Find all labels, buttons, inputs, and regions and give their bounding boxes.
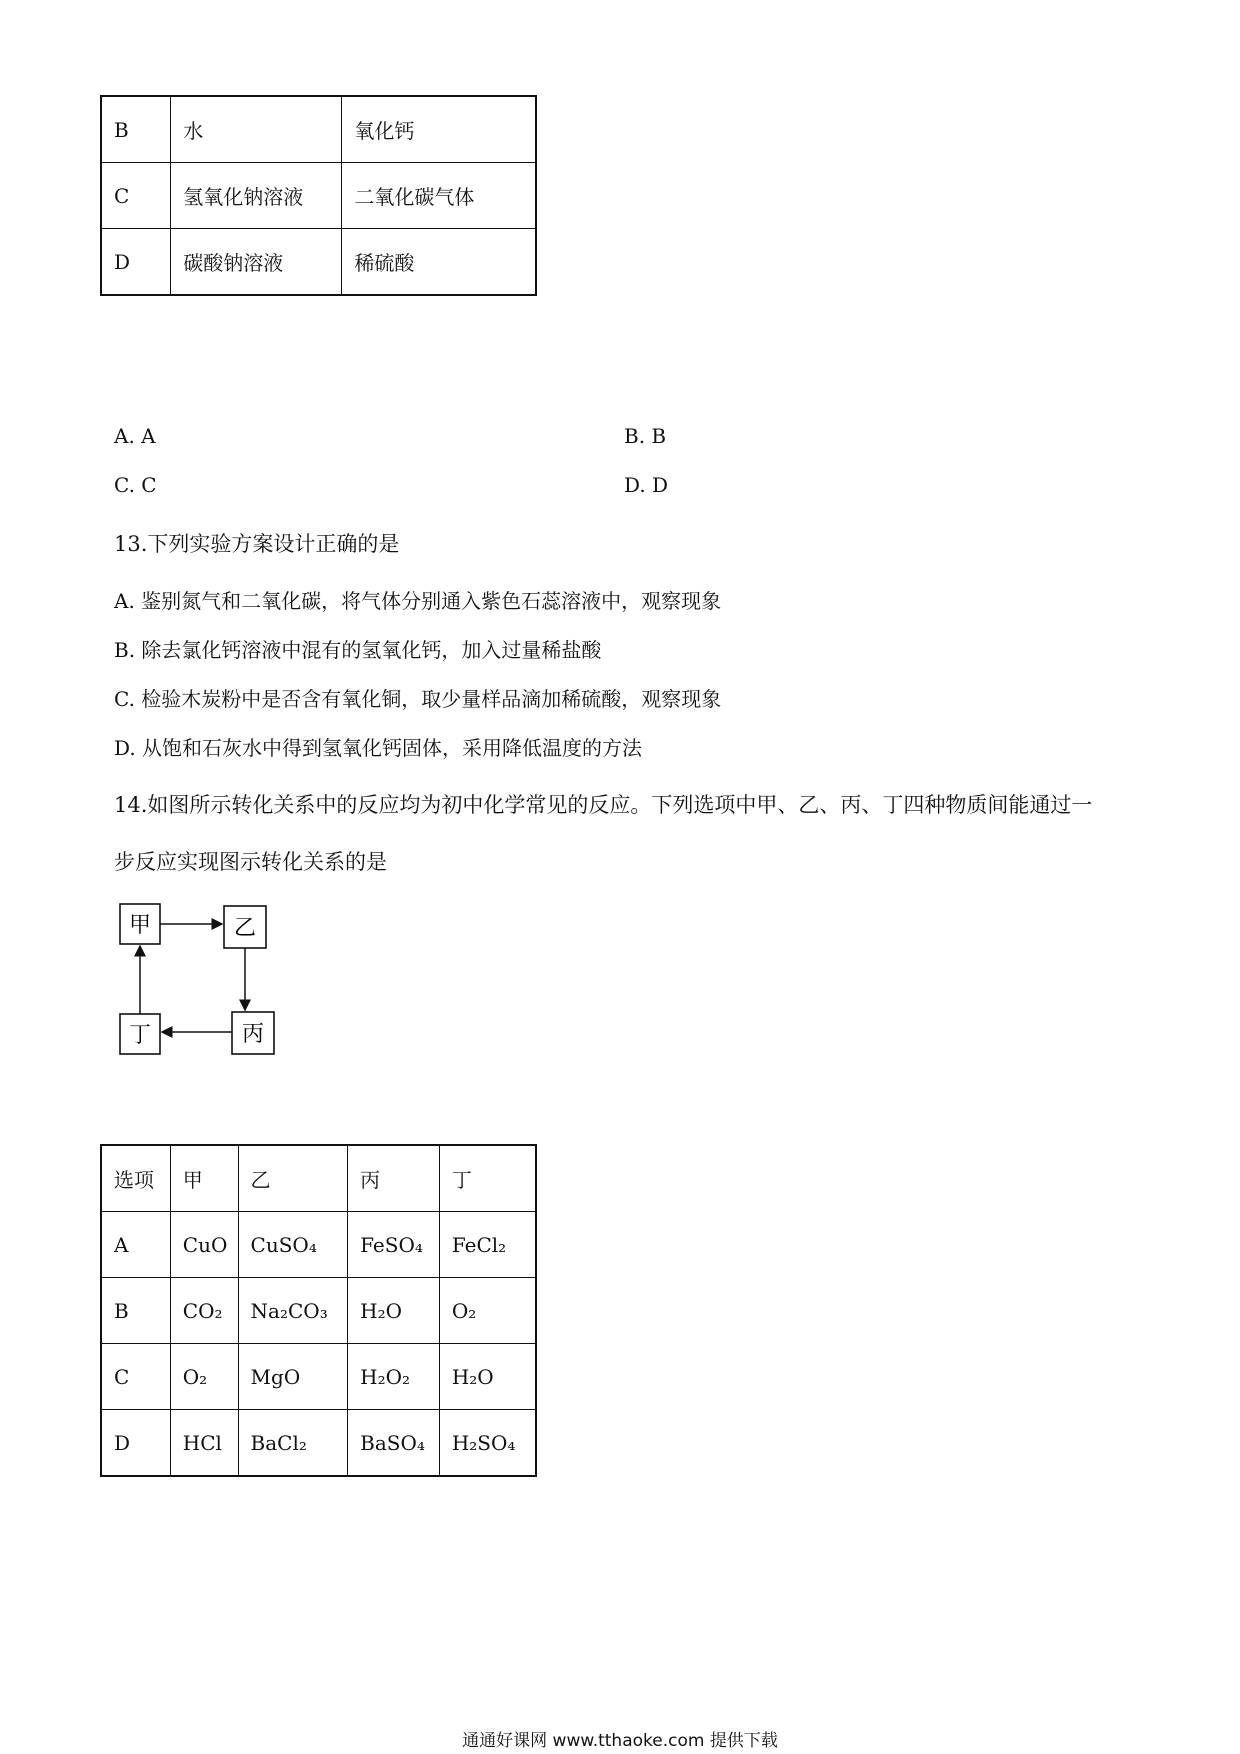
- q13-option-c: C. 检验木炭粉中是否含有氧化铜，取少量样品滴加稀硫酸，观察现象: [114, 687, 722, 711]
- table-cell: 碳酸钠溶液: [171, 229, 342, 296]
- q13-stem: 13.下列实验方案设计正确的是: [114, 532, 400, 556]
- table-cell: MgO: [238, 1344, 348, 1410]
- q13-option-d: D. 从饱和石灰水中得到氢氧化钙固体，采用降低温度的方法: [114, 736, 643, 760]
- table-cell: 氧化钙: [342, 96, 536, 163]
- table-cell: CuSO₄: [238, 1212, 348, 1278]
- table-cell: 氢氧化钠溶液: [171, 163, 342, 229]
- table-cell: H₂O: [439, 1344, 536, 1410]
- table-row: [101, 163, 536, 229]
- q12-table: [100, 95, 537, 296]
- table-header-row: [101, 1145, 536, 1212]
- table-cell: B: [101, 96, 171, 163]
- table-cell: FeSO₄: [348, 1212, 440, 1278]
- table-cell: BaCl₂: [238, 1410, 348, 1477]
- table-header-cell: 丙: [348, 1145, 440, 1212]
- label-bing: 丙: [241, 1022, 265, 1047]
- table-row: [101, 1344, 536, 1410]
- table-cell: O₂: [439, 1278, 536, 1344]
- q13-option-b: B. 除去氯化钙溶液中混有的氢氧化钙，加入过量稀盐酸: [114, 638, 602, 662]
- table-cell: Na₂CO₃: [238, 1278, 348, 1344]
- q12-choice-c: C. C: [114, 473, 157, 497]
- table-cell: B: [101, 1278, 170, 1344]
- table-header-cell: 丁: [439, 1145, 536, 1212]
- table-header-cell: 甲: [170, 1145, 238, 1212]
- table-row: [101, 229, 536, 296]
- table-cell: C: [101, 1344, 170, 1410]
- table-cell: FeCl₂: [439, 1212, 536, 1278]
- table-cell: D: [101, 229, 171, 296]
- label-ding: 丁: [128, 1023, 152, 1048]
- label-yi: 乙: [233, 916, 257, 941]
- table-row: [101, 1212, 536, 1278]
- page-footer: 通通好课网 www.tthaoke.com 提供下载: [462, 1731, 778, 1751]
- table-cell: H₂O₂: [348, 1344, 440, 1410]
- label-jia: 甲: [128, 913, 152, 938]
- table-cell: A: [101, 1212, 170, 1278]
- table-cell: O₂: [170, 1344, 238, 1410]
- q14-table: [100, 1144, 537, 1477]
- table-cell: CO₂: [170, 1278, 238, 1344]
- table-cell: CuO: [170, 1212, 238, 1278]
- q12-choice-b: B. B: [624, 424, 667, 448]
- q13-option-a: A. 鉴别氮气和二氧化碳，将气体分别通入紫色石蕊溶液中，观察现象: [114, 589, 722, 613]
- table-cell: 二氧化碳气体: [342, 163, 536, 229]
- table-row: [101, 1410, 536, 1477]
- table-header-cell: 乙: [238, 1145, 348, 1212]
- table-row: [101, 96, 536, 163]
- q14-stem-line1: 14.如图所示转化关系中的反应均为初中化学常见的反应。下列选项中甲、乙、丙、丁四种物质间能通过一: [114, 793, 1093, 817]
- table-cell: HCl: [170, 1410, 238, 1477]
- table-row: [101, 1278, 536, 1344]
- table-cell: 水: [171, 96, 342, 163]
- table-header-cell: 选项: [101, 1145, 170, 1212]
- q14-stem-line2: 步反应实现图示转化关系的是: [114, 850, 387, 874]
- conversion-diagram: [110, 895, 290, 1065]
- table-cell: C: [101, 163, 171, 229]
- table-cell: D: [101, 1410, 170, 1477]
- table-cell: BaSO₄: [348, 1410, 440, 1477]
- table-cell: H₂O: [348, 1278, 440, 1344]
- table-cell: H₂SO₄: [439, 1410, 536, 1477]
- table-cell: 稀硫酸: [342, 229, 536, 296]
- q12-choice-a: A. A: [114, 424, 156, 448]
- q12-choice-d: D. D: [624, 473, 669, 497]
